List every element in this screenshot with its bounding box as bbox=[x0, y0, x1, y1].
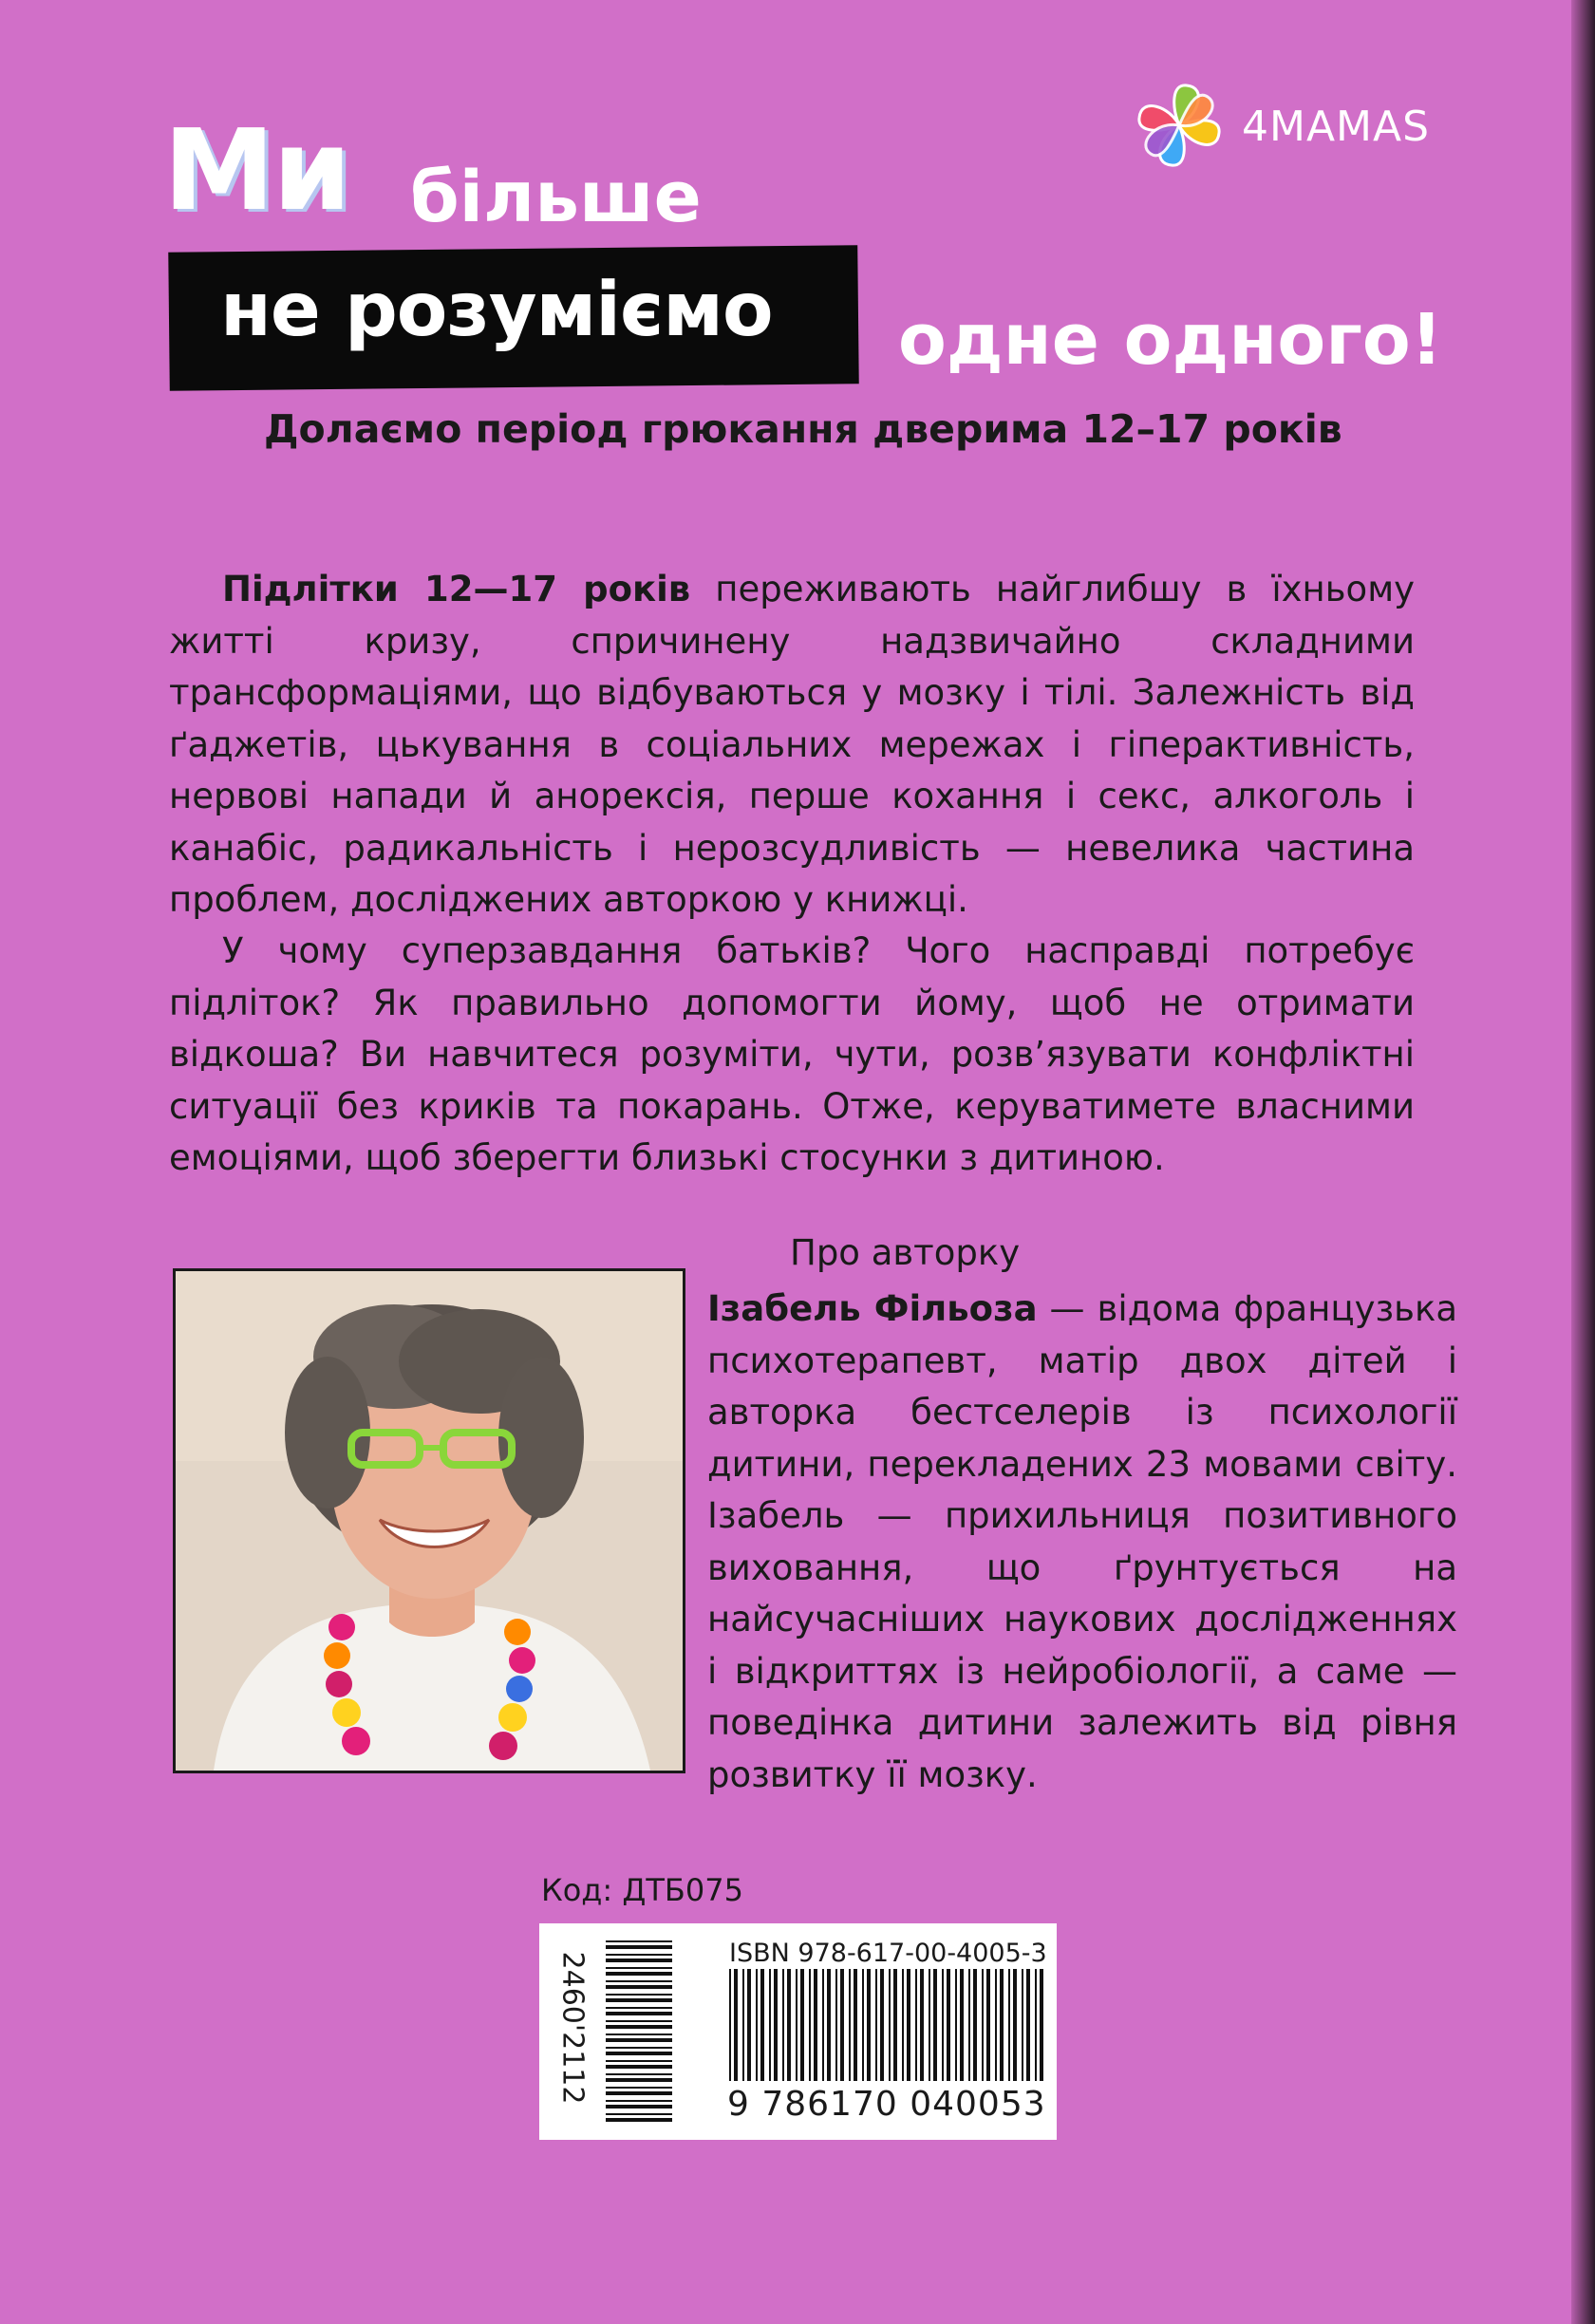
barcode-bar bbox=[756, 1969, 758, 2081]
cover-edge bbox=[1571, 0, 1595, 2324]
barcode-side-bar bbox=[606, 2007, 672, 2009]
barcode-side-bar bbox=[606, 1985, 672, 1989]
description-paragraph-2 bbox=[169, 926, 1415, 1185]
barcode-side-bar bbox=[606, 2113, 672, 2115]
barcode-bar bbox=[1035, 1969, 1037, 2081]
barcode-side-bar bbox=[606, 1959, 672, 1962]
barcode-bar bbox=[796, 1969, 798, 2081]
barcode-bar bbox=[867, 1969, 871, 2081]
description-paragraph-1-text: переживають найглибшу в їхньому житті кризу, спричинену надзвичайно складними трансформаціями, що відбуваються у мозку і тілі. Залежність від ґаджетів, цькування в соціальних мережах і гіперактивність, нервові напади й анорексія, перше кохання і секс, алкоголь і канабіс, радикальність і нерозсудливість — невелика частина проблем, досліджених авторкою у книжці. bbox=[169, 569, 1415, 920]
barcode-side-bar bbox=[606, 1972, 672, 1976]
barcode-bar bbox=[835, 1969, 837, 2081]
barcode-side-bar bbox=[606, 2100, 672, 2102]
barcode-side-bar bbox=[606, 2073, 672, 2075]
barcode-bar bbox=[986, 1969, 990, 2081]
barcode-bar bbox=[995, 1969, 997, 2081]
barcode-bar bbox=[729, 1969, 731, 2081]
barcode-side-bar bbox=[606, 1998, 672, 2002]
barcode-bar bbox=[955, 1969, 957, 2081]
barcode-bar bbox=[902, 1969, 904, 2081]
barcode-side-bar bbox=[606, 2020, 672, 2022]
barcode-side-bar bbox=[606, 2038, 672, 2042]
barcode-side-bar bbox=[606, 2118, 672, 2122]
barcode-side-bar bbox=[606, 1954, 672, 1956]
barcode-bar bbox=[854, 1969, 857, 2081]
barcode-bar bbox=[947, 1969, 950, 2081]
publisher-logo-text: 4MAMAS bbox=[1242, 103, 1431, 151]
barcode-bar bbox=[787, 1969, 791, 2081]
author-name: Ізабель Фільоза bbox=[707, 1288, 1038, 1329]
barcode-bar bbox=[1022, 1969, 1023, 2081]
barcode-bar bbox=[889, 1969, 891, 2081]
barcode-bar bbox=[800, 1969, 804, 2081]
barcode-bar bbox=[942, 1969, 944, 2081]
barcode-bar bbox=[782, 1969, 784, 2081]
barcode-side-bar bbox=[606, 2060, 672, 2062]
barcode-side-bar bbox=[606, 1994, 672, 1996]
barcode-bar bbox=[982, 1969, 984, 2081]
about-author-heading: Про авторку bbox=[790, 1232, 1021, 1273]
barcode-bar bbox=[973, 1969, 977, 2081]
book-subtitle: Долаємо період грюкання дверима 12–17 років bbox=[264, 406, 1342, 452]
barcode-bar bbox=[1040, 1969, 1043, 2081]
author-bio: — відома французька психотерапевт, матір двох дітей і авторка бестселерів із психології дитини, перекладених 23 мовами світу. Ізабель — прихильниця позитивного виховання, що ґрунтується на найсучасніших наукових дослідженнях і відкриттях із нейробіології, а саме — поведінка дитини залежить від рівня розвитку її мозку. bbox=[707, 1288, 1458, 1795]
author-photo bbox=[173, 1268, 685, 1773]
barcode-bar bbox=[1008, 1969, 1010, 2081]
barcode-bar bbox=[827, 1969, 831, 2081]
barcode-bar bbox=[1013, 1969, 1017, 2081]
about-author-text bbox=[707, 1284, 1457, 1801]
barcode-bar bbox=[822, 1969, 824, 2081]
barcode-side-bar bbox=[606, 2052, 672, 2055]
title-word-bilshe: більше bbox=[410, 157, 702, 238]
title-phrase-odne-odnogo: одне одного! bbox=[898, 299, 1443, 381]
barcode-bar bbox=[929, 1969, 930, 2081]
barcode-bar bbox=[760, 1969, 764, 2081]
description-paragraph-2-text: У чому суперзавдання батьків? Чого насправді потребує підліток? Як правильно допомогти йому, щоб не отримати відкоша? Ви навчитеся розуміти, чути, розв’язувати конфліктні ситуації без криків та покарань. Отже, керуватимете власними емоціями, щоб зберегти близькі стосунки з дитиною. bbox=[169, 930, 1415, 1178]
barcode-bar bbox=[742, 1969, 744, 2081]
barcode-bar bbox=[880, 1969, 884, 2081]
barcode-bar bbox=[907, 1969, 910, 2081]
barcode-side-bar bbox=[606, 2078, 672, 2082]
barcode-side-bar bbox=[606, 2105, 672, 2108]
barcode-side-bar bbox=[606, 1945, 672, 1949]
barcode-side-bar bbox=[606, 1967, 672, 1969]
barcode-digits: 9 786170 040053 bbox=[727, 2085, 1046, 2124]
publisher-logo bbox=[1120, 66, 1462, 190]
barcode-bar bbox=[840, 1969, 844, 2081]
barcode-side-bar bbox=[606, 2012, 672, 2015]
barcode-bar bbox=[968, 1969, 970, 2081]
barcode-bar bbox=[849, 1969, 851, 2081]
barcode-side-bar bbox=[606, 2065, 672, 2069]
barcode-bar bbox=[920, 1969, 924, 2081]
barcode-side-digits: 2460'2112 bbox=[555, 1951, 590, 2105]
product-code: Код: ДТБ075 bbox=[541, 1872, 743, 1908]
barcode-bar bbox=[862, 1969, 864, 2081]
barcode-bar bbox=[747, 1969, 751, 2081]
isbn-text: ISBN 978-617-00-4005-3 bbox=[729, 1939, 1047, 1968]
barcode-side-bar bbox=[606, 2087, 672, 2089]
barcode-side-bar bbox=[606, 1940, 672, 1942]
barcode-bar bbox=[774, 1969, 778, 2081]
barcode-side-bar bbox=[606, 2025, 672, 2029]
barcode-bar bbox=[960, 1969, 964, 2081]
barcode-bar bbox=[915, 1969, 917, 2081]
barcode-side-bar bbox=[606, 2047, 672, 2049]
heart-flower-icon bbox=[1120, 66, 1239, 185]
barcode-bar bbox=[893, 1969, 897, 2081]
author-portrait-image bbox=[176, 1271, 683, 1771]
barcode-bar bbox=[1026, 1969, 1030, 2081]
barcode-bar bbox=[1000, 1969, 1004, 2081]
barcode-bar bbox=[769, 1969, 771, 2081]
barcode-bar bbox=[875, 1969, 877, 2081]
barcode-side-bar bbox=[606, 2091, 672, 2095]
barcode-bar bbox=[809, 1969, 811, 2081]
description-bold-lead: Підлітки 12—17 років bbox=[222, 569, 691, 609]
title-word-mi: Ми bbox=[163, 104, 350, 235]
barcode-side-bar bbox=[606, 1980, 672, 1982]
description-paragraph-1 bbox=[169, 564, 1415, 927]
barcode-bar bbox=[933, 1969, 937, 2081]
barcode-bar bbox=[814, 1969, 817, 2081]
title-phrase-ne-rozumiemo: не розуміємо bbox=[220, 268, 773, 353]
barcode-bar bbox=[734, 1969, 738, 2081]
barcode-side-bar bbox=[606, 2034, 672, 2035]
